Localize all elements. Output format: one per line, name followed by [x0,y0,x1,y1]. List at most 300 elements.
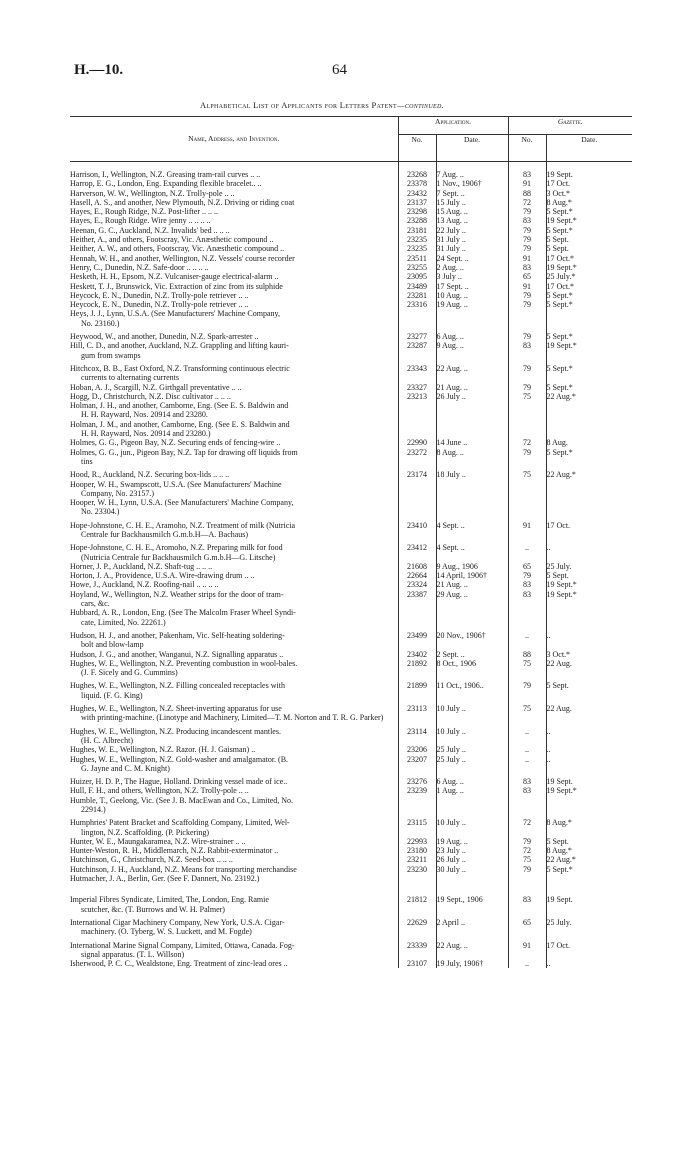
applicant-entry-text: Harverson, W. W., Wellington, N.Z. Trolly-pole .. .. [70,188,235,198]
gazette-number: 91 [508,517,546,540]
table-row [70,590,632,609]
application-date: 6 Aug. .. [436,773,508,786]
applicant-entry-text: Harrop, E. G., London, Eng. Expanding flexible bracelet.. .. [70,179,262,189]
application-date: 9 Aug. .. [436,341,508,360]
gazette-date: 22 Aug.* [546,466,632,479]
application-date: 31 July .. [436,235,508,244]
application-number: 23239 [398,786,436,795]
gazette-number: .. [508,959,546,968]
application-date: 21 Aug. .. [436,580,508,589]
table-row [70,937,632,960]
table-row [70,796,632,815]
application-number: 23272 [398,448,436,467]
table-row [70,650,632,659]
applicant-entry [70,383,398,392]
gazette-number: 91 [508,937,546,960]
applicant-entry-text: Hood, R., Auckland, N.Z. Securing box-lids .. .. .. [70,470,230,480]
application-date: 18 July .. [436,466,508,479]
gazette-number [508,420,546,439]
application-number: 23276 [398,773,436,786]
gazette-date: .. [546,745,632,754]
application-number: 23511 [398,254,436,263]
table-row [70,383,632,392]
applicant-entry [70,608,398,627]
application-date [436,608,508,627]
table-row [70,448,632,467]
application-number: 21892 [398,659,436,678]
applicant-entry [70,466,398,479]
application-date: 4 Sept. .. [436,539,508,562]
applicant-entry [70,189,398,198]
gazette-date [546,480,632,499]
applicant-entry-continuation: lington, N.Z. Scaffolding. (P. Pickering) [81,827,210,837]
application-date: 22 Aug. .. [436,360,508,383]
applicant-entry-text: Hughes, W. E., Wellington, N.Z. Preventing combustion in wool-bales. [70,658,298,668]
applicant-entry [70,627,398,650]
gazette-number: 79 [508,207,546,216]
applicant-entry [70,590,398,609]
table-row [70,480,632,499]
applicant-entry-text: Hogg, D., Christchurch, N.Z. Disc cultivator .. .. .. [70,391,231,401]
applicant-entry-text: Hill, C. D., and another, Auckland, N.Z. Grappling and lifting kauri- [70,341,289,351]
applicant-entry-text: Huizer, H. D. P., The Hague, Holland. Drinking vessel made of ice.. [70,777,288,787]
applicant-entry-text: Heycock, E. N., Dunedin, N.Z. Trolly-pole retriever .. .. [70,290,249,300]
applicant-entry [70,539,398,562]
table-row [70,914,632,937]
applicant-entry [70,300,398,309]
table-row [70,300,632,309]
application-date: 1 Aug. .. [436,786,508,795]
gazette-date [546,608,632,627]
application-date [436,498,508,517]
gazette-date [546,420,632,439]
gazette-date: 3 Oct.* [546,650,632,659]
application-number [398,608,436,627]
application-number: 23277 [398,328,436,341]
gazette-date: 22 Aug. [546,659,632,678]
gazette-number: 88 [508,189,546,198]
applicant-entry-continuation: H. H. Rayward, Nos. 20914 and 23280.) [81,429,211,439]
table-row [70,309,632,328]
section-gap [70,162,632,171]
table-row [70,272,632,281]
application-number: 23213 [398,392,436,401]
gazette-date: 22 Aug. [546,700,632,723]
gazette-date: 8 Aug. [546,438,632,447]
application-date: 4 Sept. .. [436,517,508,540]
gazette-number: 83 [508,341,546,360]
table-row [70,235,632,244]
application-date: 26 July .. [436,392,508,401]
gazette-number: 83 [508,773,546,786]
applicant-entry-text: Hutchinson, G., Christchurch, N.Z. Seed-box .. .. .. [70,855,233,865]
gazette-number: 83 [508,786,546,795]
gazette-number: 83 [508,170,546,179]
gazette-number: 75 [508,466,546,479]
gazette-date: 5 Sept.* [546,448,632,467]
application-number: 21899 [398,677,436,700]
gazette-date: 19 Sept.* [546,341,632,360]
application-number: 23281 [398,291,436,300]
application-number: 23095 [398,272,436,281]
application-number: 23180 [398,846,436,855]
application-date: 7 Sept. .. [436,189,508,198]
application-date: 14 April, 1906† [436,571,508,580]
applicant-entry [70,755,398,774]
table-row [70,498,632,517]
applicant-entry-text: Heenan, G. C., Auckland, N.Z. Invalids' bed .. .. .. [70,225,230,235]
gazette-number: 75 [508,659,546,678]
application-number: 23343 [398,360,436,383]
gazette-number [508,309,546,328]
table-row [70,874,632,883]
gazette-date: 5 Sept.* [546,226,632,235]
applicant-entry-text: Imperial Fibres Syndicate, Limited, The, London, Eng. Ramie [70,895,269,905]
applicant-entry-text: Hooper, W. H., Swampscott, U.S.A. (See Manufacturers' Machine [70,479,282,489]
applicant-entry [70,291,398,300]
table-row [70,580,632,589]
application-date: 11 Oct., 1906.. [436,677,508,700]
applicant-entry-text: Hope-Johnstone, C. H. E., Aromoho, N.Z. Preparing milk for food [70,543,283,553]
gazette-number: 72 [508,846,546,855]
gazette-date [546,874,632,883]
table-row [70,865,632,874]
column-header-gazette-date: Date. [546,135,632,162]
applicant-entry-text: Heither, A., and others, Footscray, Vic. Anæsthetic compound .. [70,235,274,245]
application-number: 22993 [398,837,436,846]
gazette-date: 5 Sept.* [546,291,632,300]
application-date: 14 June .. [436,438,508,447]
gazette-date: 17 Oct. [546,179,632,188]
table-row [70,539,632,562]
applicant-entry [70,448,398,467]
application-date: 2 Sept. .. [436,650,508,659]
table-row [70,723,632,746]
applicant-entry [70,517,398,540]
applicant-entry [70,216,398,225]
applicant-entry-text: Howe, J., Auckland, N.Z. Roofing-nail .. .. .. .. [70,580,219,590]
applicant-entry [70,480,398,499]
gazette-number [508,498,546,517]
applicant-entry-text: Henry, C., Dunedin, N.Z. Safe-door .. .. .. .. [70,262,209,272]
application-date: 31 July .. [436,244,508,253]
application-number [398,401,436,420]
gazette-date: .. [546,539,632,562]
gazette-number: 79 [508,383,546,392]
page-header [74,62,630,82]
applicants-table [70,116,632,968]
applicant-entry [70,914,398,937]
gazette-number: 79 [508,235,546,244]
application-date: 6 Aug. .. [436,328,508,341]
application-number: 23174 [398,466,436,479]
application-number: 23235 [398,244,436,253]
applicant-entry-text: Hasell, A. S., and another, New Plymouth, N.Z. Driving or riding coat [70,197,295,207]
applicant-entry [70,580,398,589]
gazette-date: 19 Sept.* [546,786,632,795]
gazette-date: 19 Sept. [546,170,632,179]
gazette-date: .. [546,755,632,774]
gazette-number: 83 [508,580,546,589]
applicant-entry-continuation: bolt and blow-lamp [81,640,144,650]
applicant-entry [70,773,398,786]
applicant-entry-continuation: cars, &c. [81,599,110,609]
applicant-entry [70,420,398,439]
gazette-number: 79 [508,448,546,467]
application-number: 23207 [398,755,436,774]
gazette-date: 22 Aug.* [546,392,632,401]
application-date: 25 July .. [436,745,508,754]
gazette-number [508,608,546,627]
applicant-entry-continuation: Centrale fur Backhausmilch G.m.b.H—A. Bachaus) [81,529,249,539]
application-date: 21 Aug. .. [436,383,508,392]
application-date [436,480,508,499]
application-date: 15 July .. [436,198,508,207]
applicant-entry [70,170,398,179]
applicant-entry-text: Heywood, W., and another, Dunedin, N.Z. Spark-arrester .. [70,332,259,342]
table-row [70,466,632,479]
gazette-number: .. [508,745,546,754]
table-row [70,291,632,300]
applicant-entry-text: Humble, T., Geelong, Vic. (See J. B. MacEwan and Co., Limited, No. [70,795,294,805]
applicant-entry [70,891,398,914]
gazette-date: 3 Oct.* [546,189,632,198]
applicant-entry-continuation: No. 23304.) [81,507,120,517]
application-date: 20 Nov., 1906† [436,627,508,650]
applicant-entry-text: Isherwood, P. C. C., Wealdstone, Eng. Treatment of zinc-lead ores .. [70,959,288,969]
application-number: 23113 [398,700,436,723]
gazette-number: 79 [508,865,546,874]
applicant-entry [70,650,398,659]
applicant-entry [70,341,398,360]
application-number: 21812 [398,891,436,914]
gazette-number: .. [508,539,546,562]
applicant-entry-continuation: tins [81,456,93,466]
applicant-entry [70,438,398,447]
applicant-entry-continuation: with printing-machine. (Linotype and Machinery, Limited—T. M. Norton and T. R. G. Parker) [81,713,384,723]
application-number [398,498,436,517]
gazette-number [508,480,546,499]
gazette-date: 5 Sept. [546,677,632,700]
applicant-entry [70,207,398,216]
application-date: 1 Nov., 1906† [436,179,508,188]
gazette-number: 75 [508,855,546,864]
applicant-entry [70,723,398,746]
gazette-number: 83 [508,263,546,272]
gazette-date: 5 Sept.* [546,383,632,392]
gazette-number: 83 [508,216,546,225]
column-header-name: Name, Address, and Invention. [70,117,398,162]
table-row [70,198,632,207]
gazette-number: 75 [508,700,546,723]
application-number: 22664 [398,571,436,580]
applicant-entry-text: Heither, A. W., and others, Footscray, Vic. Anæsthetic compound .. [70,244,285,254]
application-date: 22 July .. [436,226,508,235]
gazette-number: 79 [508,837,546,846]
applicant-entry-text: Holmes, G. G., Pigeon Bay, N.Z. Securing ends of fencing-wire .. [70,438,281,448]
application-number: 21608 [398,562,436,571]
page-title-continued: —continued. [397,100,445,110]
application-date: 25 July .. [436,755,508,774]
table-row [70,392,632,401]
gazette-date: 19 Sept. [546,773,632,786]
application-date: 10 July .. [436,814,508,837]
gazette-date: 19 Sept.* [546,590,632,609]
application-date: 15 Aug. .. [436,207,508,216]
application-date: 26 July .. [436,855,508,864]
gazette-date [546,498,632,517]
application-number: 22990 [398,438,436,447]
table-row [70,263,632,272]
applicant-entry-text: Harrison, I., Wellington, N.Z. Greasing tram-rail curves .. .. [70,170,261,179]
applicant-entry [70,937,398,960]
gazette-date: 5 Sept.* [546,207,632,216]
applicant-entry-text: Hooper, W. H., Lynn, U.S.A. (See Manufacturers' Machine Company, [70,498,294,508]
applicant-entry-text: Hudson, J. G., and another, Wanganui, N.Z. Signalling apparatus .. [70,649,284,659]
application-date: 10 July .. [436,700,508,723]
column-header-gazette-no: No. [508,135,546,162]
applicant-entry-text: Hudson, H. J., and another, Pakenham, Vic. Self-heating soldering- [70,630,285,640]
application-date: 24 Sept. .. [436,254,508,263]
gazette-number: 91 [508,254,546,263]
application-number: 23499 [398,627,436,650]
gazette-number: 79 [508,244,546,253]
application-number: 23316 [398,300,436,309]
gazette-number: .. [508,627,546,650]
gazette-number: 72 [508,814,546,837]
gazette-number: .. [508,723,546,746]
application-number: 23324 [398,580,436,589]
applicant-entry-continuation: (Nutricia Centrale fur Backhausmilch G.m.b.H—G. Litsche) [81,552,276,562]
applicant-entry-continuation: (J. F. Sicely and G. Cummins) [81,668,178,678]
applicant-entry-text: Hoban, A. J., Scargill, N.Z. Girthgall preventative .. .. [70,382,242,392]
gazette-number: 79 [508,291,546,300]
applicant-entry [70,179,398,188]
applicant-entry-text: Hull, F. H., and others, Wellington, N.Z. Trolly-pole .. .. [70,786,249,796]
applicant-entry [70,272,398,281]
column-header-application-no: No. [398,135,436,162]
table-row [70,571,632,580]
applicant-entry [70,235,398,244]
gazette-date: 8 Aug.* [546,814,632,837]
gazette-date: 19 Sept. [546,891,632,914]
applicant-entry-text: Hutchinson, J. H., Auckland, N.Z. Means for transporting merchandise [70,864,297,874]
table-row [70,401,632,420]
gazette-date: 5 Sept.* [546,360,632,383]
application-number: 23230 [398,865,436,874]
gazette-number: 75 [508,392,546,401]
gazette-number: 79 [508,300,546,309]
table-row [70,891,632,914]
application-date: 19 Sept., 1906 [436,891,508,914]
application-number: 23287 [398,341,436,360]
application-number: 23206 [398,745,436,754]
applicant-entry-text: Holman, J. M., and another, Camborne, Eng. (See E. S. Baldwin and [70,419,290,429]
applicant-entry-continuation: (H. C. Albrecht) [81,735,133,745]
applicant-entry [70,846,398,855]
table-row [70,420,632,439]
gazette-date: 5 Sept.* [546,300,632,309]
application-number: 23268 [398,170,436,179]
applicant-entry [70,874,398,883]
applicant-entry-text: Hunter-Weston, R. H., Middlemarch, N.Z. Rabbit-exterminator .. [70,846,279,856]
applicant-entry-continuation: 22914.) [81,805,106,814]
gazette-date: 5 Sept. [546,235,632,244]
gazette-number: 79 [508,571,546,580]
applicant-entry-text: Hughes, W. E., Wellington, N.Z. Razor. (H. J. Gaisman) .. [70,745,256,755]
applicant-entry [70,309,398,328]
applicant-entry [70,786,398,795]
gazette-date: 8 Aug.* [546,846,632,855]
applicant-entry [70,226,398,235]
application-date: 29 Aug. .. [436,590,508,609]
application-date: 30 July .. [436,865,508,874]
applicant-entry-continuation: currents to alternating currents [81,373,179,383]
page-title [200,100,444,110]
gazette-number: 83 [508,891,546,914]
table-row [70,959,632,968]
gazette-number [508,796,546,815]
table-row [70,755,632,774]
applicant-entry [70,562,398,571]
table-body [70,162,632,969]
application-date: 2 Aug. .. [436,263,508,272]
applicant-entry [70,796,398,815]
table-row [70,608,632,627]
applicant-entry-continuation: Company, No. 23157.) [81,488,155,498]
table-row [70,360,632,383]
gazette-date [546,309,632,328]
applicant-entry-text: Hesketh, H. H., Epsom, N.Z. Vulcaniser-gauge electrical-alarm .. [70,272,279,282]
table-row [70,216,632,225]
application-date: 10 July .. [436,723,508,746]
applicant-entry-text: Heys, J. J., Lynn, U.S.A. (See Manufacturers' Machine Company, [70,309,280,319]
application-number: 23288 [398,216,436,225]
table-row [70,328,632,341]
applicant-entry [70,855,398,864]
page-title-text: Alphabetical List of Applicants for Letters Patent [200,100,398,110]
gazette-number: .. [508,755,546,774]
applicant-entry-continuation: No. 23160.) [81,318,120,328]
applicant-entry-text: Holman, J. H., and another, Camborne, Eng. (See E. S. Baldwin and [70,401,289,411]
application-date [436,420,508,439]
application-number: 23137 [398,198,436,207]
table-row [70,179,632,188]
table-row [70,700,632,723]
application-number: 23181 [398,226,436,235]
gazette-number: 91 [508,179,546,188]
table-row [70,627,632,650]
gazette-date: 25 July.* [546,272,632,281]
applicant-entry-continuation: signal apparatus. (T. L. Willson) [81,949,185,959]
application-date: 22 Aug. .. [436,937,508,960]
table-row [70,244,632,253]
table-row [70,207,632,216]
application-date: 19 Aug. .. [436,300,508,309]
gazette-date: .. [546,959,632,968]
table-row [70,562,632,571]
applicant-entry-text: Horton, J. A., Providence, U.S.A. Wire-drawing drum .. .. [70,571,255,581]
application-number: 23410 [398,517,436,540]
application-date: 7 Aug. .. [436,170,508,179]
application-number: 23114 [398,723,436,746]
application-number: 23387 [398,590,436,609]
applicant-entry-text: Hennah, W. H., and another, Wellington, N.Z. Vessels' course recorder [70,253,295,263]
applicant-entry-text: Hughes, W. E., Wellington, N.Z. Filling concealed receptacles with [70,681,285,691]
applicant-entry-text: Heskett, T. J., Brunswick, Vic. Extraction of zinc from its sulphide [70,281,283,291]
application-number: 23378 [398,179,436,188]
application-number: 22629 [398,914,436,937]
